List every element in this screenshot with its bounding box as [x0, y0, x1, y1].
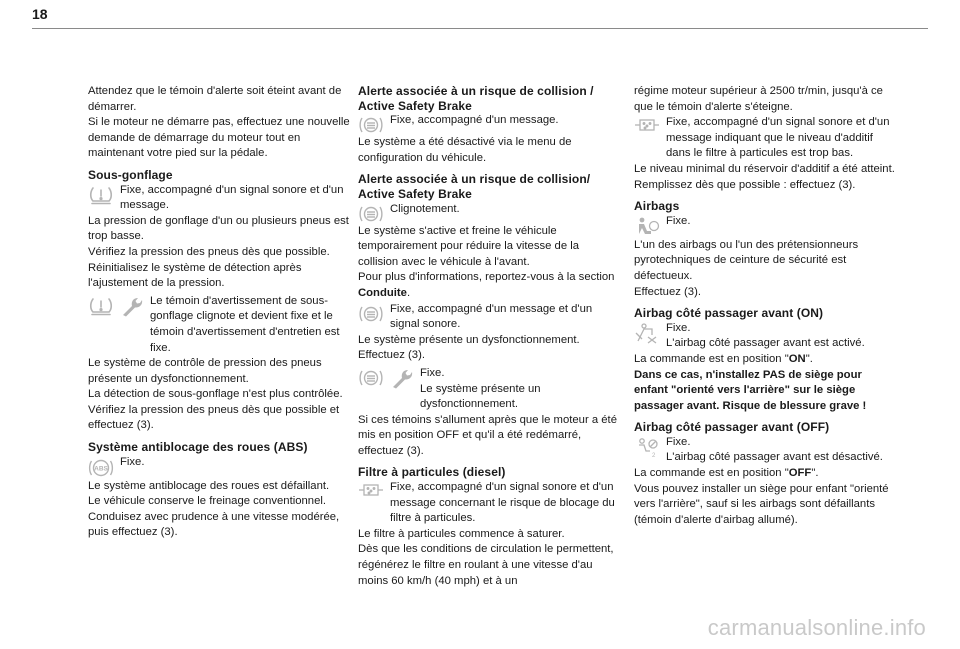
warning-row [634, 115, 896, 162]
paragraph: Conduisez avec prudence à une vitesse modérée, puis effectuez (3). [88, 510, 340, 539]
section-airbag-on [634, 306, 896, 414]
warning-text [666, 435, 896, 466]
collision-brake-icon [358, 204, 384, 224]
paragraph: Si ces témoins s'allument après que le moteur a été mis en position OFF et qu'il a été redémarré, effectuez (3). [358, 413, 617, 457]
section-title: Système antiblocage des roues (ABS) [88, 440, 308, 455]
section-link-conduite: Conduite [358, 286, 407, 299]
section-sous-gonflage [88, 168, 352, 434]
paragraph [358, 270, 622, 301]
wrench-icon [120, 296, 144, 318]
warning-row [358, 480, 622, 527]
paragraph: Vous pouvez installer un siège pour enfant "orienté vers l'arrière", sauf si les airbags sont défaillants (témoin d'alerte d'airbag allumé). [634, 482, 889, 526]
section-title: Airbag côté passager avant (OFF) [634, 420, 830, 435]
column-3 [634, 84, 896, 528]
warning-text: Fixe, accompagné d'un signal sonore et d'un message. [120, 183, 344, 212]
collision-brake-icon [358, 304, 384, 324]
warning-text: Le témoin d'avertissement de sous-gonflage clignote et devient fixe et le témoin d'avertissement d'entretien est fixe. [150, 294, 340, 354]
paragraph-text: ". [811, 467, 819, 480]
paragraph: Dès que les conditions de circulation le permettent, régénérez le filtre en roulant à une vitesse d'au moins 60 km/h (40 mph) et à un [358, 543, 614, 587]
section-title: Alerte associée à un risque de collision/ Active Safety Brake [358, 172, 591, 201]
section-abs [88, 440, 352, 541]
paragraph: régime moteur supérieur à 2500 tr/min, jusqu'à ce que le témoin d'alerte s'éteigne. [634, 85, 883, 113]
section-title: Airbags [634, 199, 680, 214]
abs-icon [88, 457, 114, 479]
paragraph-text: Pour plus d'informations, reportez-vous à la section [358, 271, 615, 284]
paragraph: Le système antiblocage des roues est défaillant. [88, 479, 330, 492]
paragraph-text: La commande est en position " [634, 352, 789, 365]
collision-brake-icon [358, 115, 384, 135]
paragraph: Attendez que le témoin d'alerte soit éteint avant de démarrer. [88, 85, 342, 113]
warning-text-line: Le système présente un dysfonctionnement. [420, 382, 541, 411]
warning-row [88, 294, 352, 356]
warning-text-line: Fixe. [420, 366, 445, 379]
paragraph: Le filtre à particules commence à saturer. [358, 527, 565, 540]
section-airbags [634, 199, 896, 300]
warning-text: Fixe. [666, 214, 691, 227]
warning-row [358, 366, 622, 413]
warning-text [666, 321, 896, 352]
warning-text: Fixe. [120, 455, 145, 468]
particle-filter-icon [358, 482, 384, 500]
warning-text [420, 366, 622, 413]
collision-brake-icon [358, 368, 384, 388]
paragraph-text: La commande est en position " [634, 467, 789, 480]
section-collision-2 [358, 172, 622, 459]
section-filtre-particules [358, 465, 622, 589]
safety-warning: Dans ce cas, n'installez PAS de siège pour enfant "orienté vers l'arrière" sur le siège passager avant. Risque de blessure grave ! [634, 368, 867, 412]
paragraph: L'un des airbags ou l'un des prétensionneurs pyrotechniques de ceinture de sécurité est défectueux. [634, 238, 859, 282]
section-collision-1 [358, 84, 622, 166]
paragraph: Le véhicule conserve le freinage conventionnel. [88, 495, 327, 508]
column-2 [358, 84, 622, 589]
warning-text-line: Fixe. [666, 321, 691, 334]
paragraph: Si le moteur ne démarre pas, effectuez une nouvelle demande de démarrage du moteur tout en maintenant votre pied sur la pédale. [88, 116, 350, 160]
warning-text-line: Fixe. [666, 435, 691, 448]
paragraph: Le système s'active et freine le véhicule temporairement pour réduire la vitesse de la collision avec le véhicule à l'avant. [358, 224, 580, 268]
paragraph: Le système de contrôle de pression des pneus présente un dysfonctionnement. [88, 357, 322, 385]
tyre-pressure-icon [88, 296, 114, 316]
wrench-icon [390, 368, 414, 390]
warning-row [634, 435, 896, 466]
warning-text: Fixe, accompagné d'un message et d'un signal sonore. [390, 302, 593, 331]
warning-text-line: L'airbag côté passager avant est désactivé. [666, 451, 883, 464]
warning-row [358, 302, 622, 333]
paragraph [634, 466, 896, 482]
warning-text: Clignotement. [390, 202, 460, 215]
tyre-pressure-icon [88, 185, 114, 205]
paragraph: Effectuez (3). [358, 349, 425, 362]
warning-row [358, 202, 622, 224]
position-value: OFF [788, 467, 812, 480]
paragraph-text: . [406, 286, 411, 299]
section-title: Airbag côté passager avant (ON) [634, 306, 824, 321]
paragraph: Le système présente un dysfonctionnement. [358, 333, 580, 346]
section-filtre-suite [634, 84, 896, 193]
paragraph: Effectuez (3). [634, 285, 701, 298]
warning-row [88, 183, 352, 214]
paragraph: Vérifiez la pression des pneus dès que possible et effectuez (3). [88, 403, 340, 432]
particle-filter-icon [634, 117, 660, 135]
svg-text:ABS: ABS [94, 465, 108, 473]
warning-row [88, 455, 352, 479]
column-1 [88, 84, 352, 541]
section-title: Sous-gonflage [88, 167, 173, 182]
intro-section [88, 84, 352, 162]
position-value: ON [788, 352, 806, 365]
paragraph: Vérifiez la pression des pneus dès que possible. [88, 245, 330, 258]
airbag-off-icon [634, 437, 660, 459]
airbag-icon [634, 216, 660, 238]
paragraph-text: ". [805, 352, 813, 365]
paragraph: Réinitialisez le système de détection après l'ajustement de la pression. [88, 261, 302, 290]
paragraph: Le niveau minimal du réservoir d'additif a été atteint. [634, 162, 895, 175]
warning-row [634, 214, 896, 238]
warning-text: Fixe, accompagné d'un message. [390, 114, 559, 127]
svg-text:2: 2 [652, 452, 656, 459]
paragraph: Remplissez dès que possible : effectuez (3). [634, 178, 856, 191]
warning-row [634, 321, 896, 352]
page-number: 18 [32, 6, 48, 22]
paragraph: Le système a été désactivé via le menu de configuration du véhicule. [358, 136, 572, 164]
airbag-on-icon [634, 323, 660, 345]
watermark: carmanualsonline.info [707, 615, 926, 640]
section-title: Filtre à particules (diesel) [358, 465, 506, 480]
warning-text: Fixe, accompagné d'un signal sonore et d'un message concernant le risque de blocage du filtre à particules. [390, 481, 615, 525]
header-rule [32, 28, 928, 29]
warning-text: Fixe, accompagné d'un signal sonore et d'un message indiquant que le niveau d'additif dans le filtre à particules est trop bas. [666, 116, 890, 160]
paragraph: La pression de gonflage d'un ou plusieurs pneus est trop basse. [88, 214, 349, 243]
warning-text-line: L'airbag côté passager avant est activé. [666, 337, 865, 350]
section-airbag-off [634, 420, 896, 528]
paragraph [634, 352, 896, 368]
warning-row [358, 113, 622, 135]
section-title: Alerte associée à un risque de collision / Active Safety Brake [358, 84, 594, 113]
paragraph: La détection de sous-gonflage n'est plus contrôlée. [88, 388, 343, 401]
